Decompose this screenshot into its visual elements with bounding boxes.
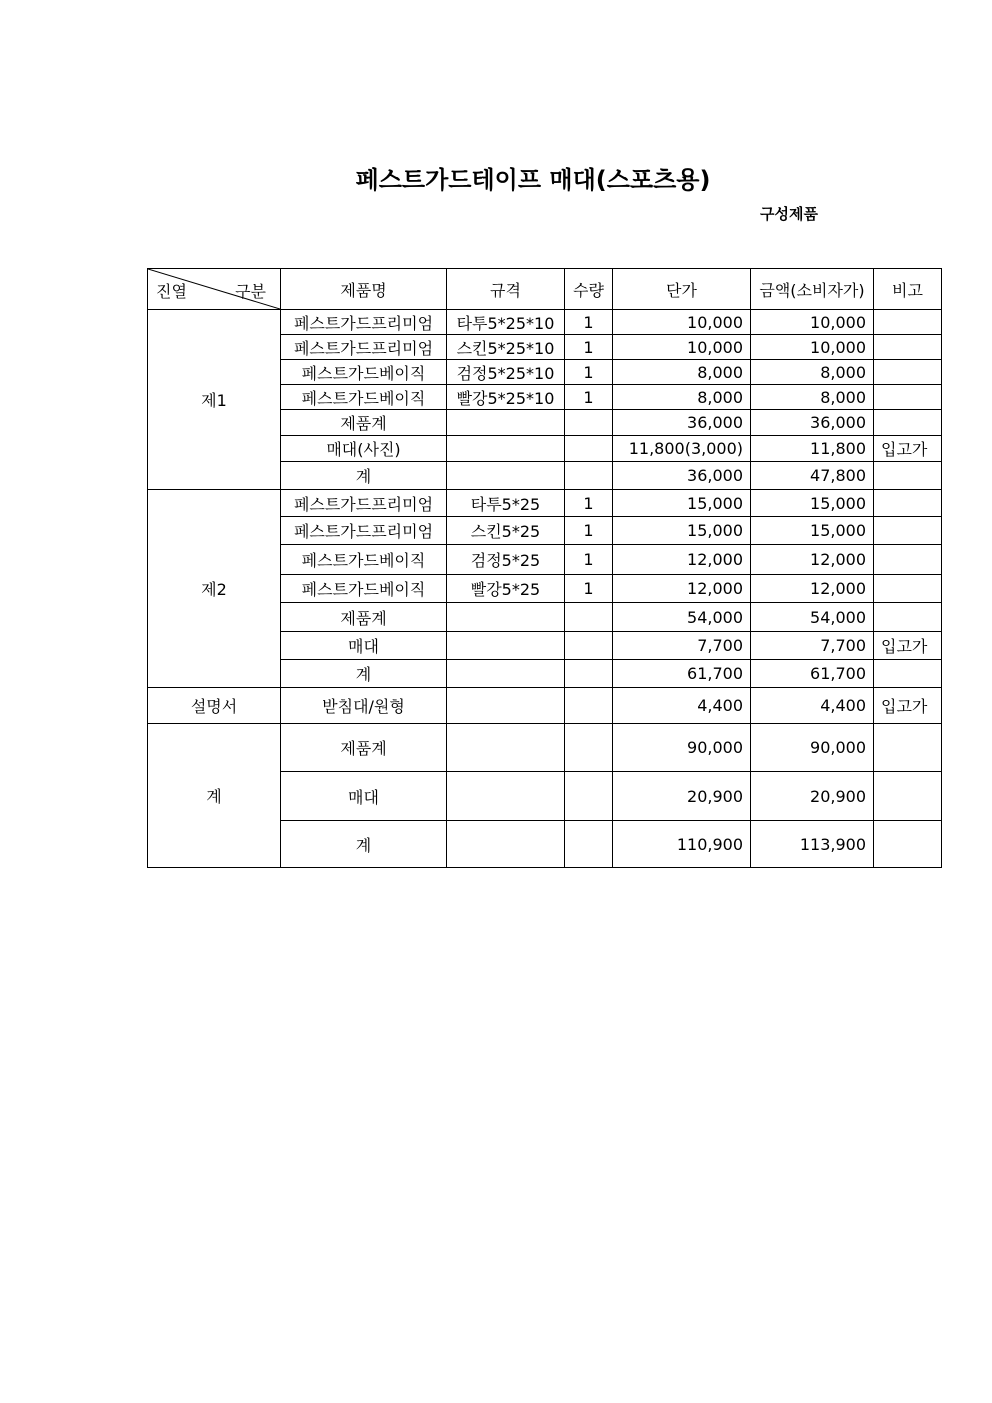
amount-cell: 61,700 [751, 660, 874, 688]
table-header-row [148, 269, 942, 310]
price-cell: 4,400 [613, 688, 751, 724]
spec-cell [447, 772, 565, 821]
product-name-cell: 페스트가드베이직 [281, 575, 447, 603]
table-row [148, 724, 942, 772]
amount-cell: 10,000 [751, 335, 874, 360]
product-name-cell: 매대(사진) [281, 436, 447, 462]
price-cell: 20,900 [613, 772, 751, 821]
note-cell [874, 603, 942, 632]
qty-cell [565, 821, 613, 868]
note-cell [874, 385, 942, 410]
spec-cell: 타투5*25 [447, 490, 565, 517]
price-cell: 11,800(3,000) [613, 436, 751, 462]
header-note: 비고 [874, 269, 942, 310]
price-cell: 10,000 [613, 335, 751, 360]
amount-cell: 15,000 [751, 517, 874, 545]
note-cell [874, 575, 942, 603]
page-title: 페스트가드테이프 매대(스포츠용) [355, 166, 711, 194]
qty-cell [565, 772, 613, 821]
amount-cell: 54,000 [751, 603, 874, 632]
qty-cell [565, 724, 613, 772]
qty-cell: 1 [565, 545, 613, 575]
product-name-cell: 매대 [281, 632, 447, 660]
note-cell [874, 772, 942, 821]
spec-cell: 스킨5*25*10 [447, 335, 565, 360]
note-cell [874, 517, 942, 545]
note-cell [874, 545, 942, 575]
note-cell: 입고가 [874, 632, 942, 660]
spec-cell: 검정5*25*10 [447, 360, 565, 385]
product-name-cell: 계 [281, 821, 447, 868]
amount-cell: 15,000 [751, 490, 874, 517]
spec-cell [447, 660, 565, 688]
product-name-cell: 페스트가드베이직 [281, 385, 447, 410]
note-cell: 입고가 [874, 688, 942, 724]
note-cell [874, 490, 942, 517]
group-label-cell: 제1 [148, 310, 281, 490]
product-name-cell: 페스트가드베이직 [281, 545, 447, 575]
price-cell: 36,000 [613, 410, 751, 436]
amount-cell: 20,900 [751, 772, 874, 821]
table-row [148, 310, 942, 335]
spec-cell [447, 821, 565, 868]
page-subtitle: 구성제품 [760, 205, 818, 223]
amount-cell: 36,000 [751, 410, 874, 436]
price-cell: 54,000 [613, 603, 751, 632]
amount-cell: 8,000 [751, 385, 874, 410]
header-price: 단가 [613, 269, 751, 310]
qty-cell: 1 [565, 517, 613, 545]
qty-cell [565, 603, 613, 632]
product-name-cell: 매대 [281, 772, 447, 821]
qty-cell: 1 [565, 575, 613, 603]
note-cell [874, 310, 942, 335]
price-cell: 12,000 [613, 575, 751, 603]
amount-cell: 113,900 [751, 821, 874, 868]
note-cell [874, 410, 942, 436]
amount-cell: 4,400 [751, 688, 874, 724]
qty-cell [565, 462, 613, 490]
price-cell: 15,000 [613, 490, 751, 517]
product-name-cell: 받침대/원형 [281, 688, 447, 724]
corner-label-display: 진열 [156, 282, 187, 301]
product-name-cell: 계 [281, 462, 447, 490]
price-cell: 90,000 [613, 724, 751, 772]
amount-cell: 8,000 [751, 360, 874, 385]
qty-cell [565, 436, 613, 462]
product-name-cell: 페스트가드프리미엄 [281, 335, 447, 360]
qty-cell: 1 [565, 360, 613, 385]
price-cell: 8,000 [613, 360, 751, 385]
price-cell: 7,700 [613, 632, 751, 660]
price-cell: 110,900 [613, 821, 751, 868]
corner-label-category: 구분 [235, 282, 266, 301]
corner-header-cell [148, 269, 281, 310]
product-name-cell: 페스트가드프리미엄 [281, 517, 447, 545]
note-cell [874, 724, 942, 772]
qty-cell: 1 [565, 335, 613, 360]
price-cell: 12,000 [613, 545, 751, 575]
note-cell [874, 462, 942, 490]
spec-cell [447, 410, 565, 436]
group-label-cell: 계 [148, 724, 281, 868]
product-name-cell: 계 [281, 660, 447, 688]
note-cell [874, 335, 942, 360]
qty-cell [565, 410, 613, 436]
qty-cell [565, 688, 613, 724]
price-cell: 15,000 [613, 517, 751, 545]
spec-cell: 검정5*25 [447, 545, 565, 575]
spec-cell: 타투5*25*10 [447, 310, 565, 335]
header-qty: 수량 [565, 269, 613, 310]
price-cell: 8,000 [613, 385, 751, 410]
product-name-cell: 제품계 [281, 410, 447, 436]
table-row [148, 688, 942, 724]
spec-cell [447, 436, 565, 462]
qty-cell [565, 660, 613, 688]
product-name-cell: 페스트가드베이직 [281, 360, 447, 385]
spec-cell [447, 632, 565, 660]
price-cell: 61,700 [613, 660, 751, 688]
product-name-cell: 페스트가드프리미엄 [281, 310, 447, 335]
note-cell [874, 660, 942, 688]
amount-cell: 47,800 [751, 462, 874, 490]
note-cell [874, 821, 942, 868]
amount-cell: 10,000 [751, 310, 874, 335]
spec-cell [447, 603, 565, 632]
qty-cell: 1 [565, 490, 613, 517]
qty-cell [565, 632, 613, 660]
amount-cell: 7,700 [751, 632, 874, 660]
amount-cell: 12,000 [751, 575, 874, 603]
product-table [147, 268, 942, 868]
note-cell [874, 360, 942, 385]
spec-cell: 빨강5*25*10 [447, 385, 565, 410]
group-label-cell: 제2 [148, 490, 281, 688]
spec-cell [447, 688, 565, 724]
spec-cell: 스킨5*25 [447, 517, 565, 545]
spec-cell: 빨강5*25 [447, 575, 565, 603]
group-label-cell: 설명서 [148, 688, 281, 724]
table-row [148, 490, 942, 517]
note-cell: 입고가 [874, 436, 942, 462]
price-cell: 10,000 [613, 310, 751, 335]
amount-cell: 90,000 [751, 724, 874, 772]
header-amount: 금액(소비자가) [751, 269, 874, 310]
amount-cell: 11,800 [751, 436, 874, 462]
qty-cell: 1 [565, 385, 613, 410]
header-spec: 규격 [447, 269, 565, 310]
product-name-cell: 페스트가드프리미엄 [281, 490, 447, 517]
qty-cell: 1 [565, 310, 613, 335]
spec-cell [447, 724, 565, 772]
price-cell: 36,000 [613, 462, 751, 490]
product-name-cell: 제품계 [281, 603, 447, 632]
product-name-cell: 제품계 [281, 724, 447, 772]
amount-cell: 12,000 [751, 545, 874, 575]
header-name: 제품명 [281, 269, 447, 310]
spec-cell [447, 462, 565, 490]
